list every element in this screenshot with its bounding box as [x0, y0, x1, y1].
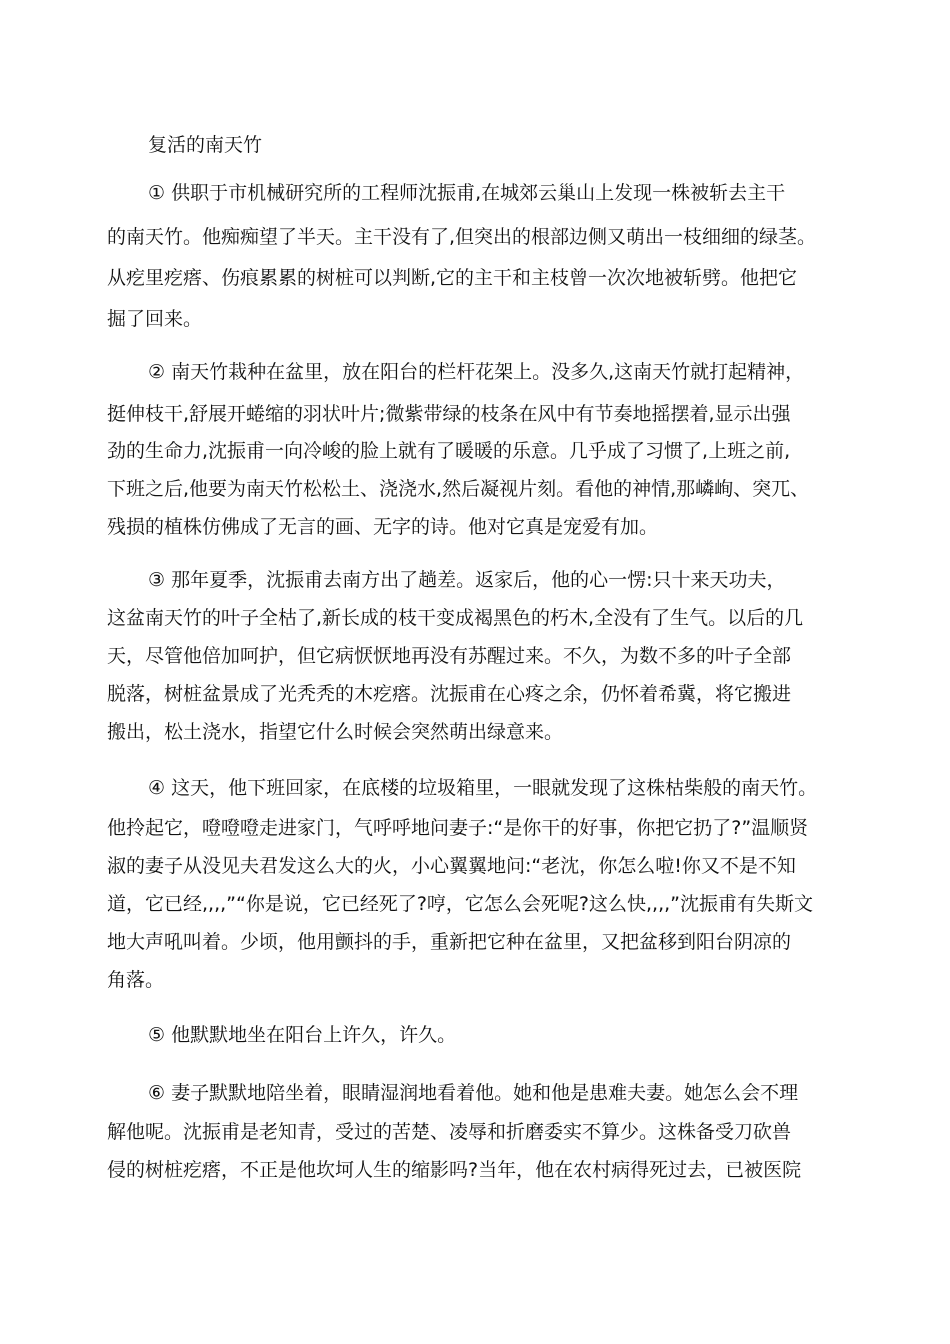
- paragraph-line: ① 供职于市机械研究所的工程师沈振甫,在城郊云巢山上发现一株被斩去主干: [148, 182, 786, 204]
- paragraph-line: 搬出，松土浇水，指望它什么时候会突然萌出绿意来。: [107, 721, 564, 743]
- paragraph-line: 这盆南天竹的叶子全枯了,新长成的枝干变成褐黑色的朽木,全没有了生气。以后的几: [107, 607, 804, 629]
- paragraph-line: 掘了回来。: [107, 308, 203, 330]
- paragraph-line: 残损的植株仿佛成了无言的画、无字的诗。他对它真是宠爱有加。: [107, 516, 659, 538]
- paragraph-line: 脱落，树桩盆景成了光秃秃的木疙瘩。沈振甫在心疼之余，仍怀着希冀，将它搬进: [107, 683, 792, 705]
- paragraph-line: 他拎起它，噔噔噔走进家门，气呼呼地问妻子:“是你干的好事，你把它扔了?”温顺贤: [107, 817, 809, 839]
- paragraph-line: 道，它已经,,,,”“你是说，它已经死了?哼，它怎么会死呢?这么快,,,,”沈振甫有失斯文: [107, 893, 814, 915]
- paragraph-line: ③ 那年夏季，沈振甫去南方出了趟差。返家后，他的心一愣:只十来天功夫，: [148, 569, 786, 591]
- paragraph-line: 下班之后,他要为南天竹松松土、浇浇水,然后凝视片刻。看他的神情,那嶙峋、突兀、: [107, 478, 810, 500]
- document-title: 复活的南天竹: [148, 134, 263, 156]
- paragraph-line: ⑥ 妻子默默地陪坐着，眼睛湿润地看着他。她和他是患难夫妻。她怎么会不理: [148, 1082, 799, 1104]
- paragraph-line: 解他呢。沈振甫是老知青，受过的苦楚、凌辱和折磨委实不算少。这株备受刀砍兽: [107, 1121, 792, 1143]
- paragraph-line: ② 南天竹栽种在盆里，放在阳台的栏杆花架上。没多久,这南天竹就打起精神，: [148, 361, 805, 383]
- paragraph-line: ④ 这天，他下班回家，在底楼的垃圾箱里，一眼就发现了这株枯柴般的南天竹。: [148, 777, 818, 799]
- paragraph-line: 淑的妻子从没见夫君发这么大的火，小心翼翼地问:“老沈，你怎么啦!你又不是不知: [107, 855, 796, 877]
- paragraph-line: 劲的生命力,沈振甫一向冷峻的脸上就有了暖暖的乐意。几乎成了习惯了,上班之前,: [107, 440, 791, 462]
- paragraph-line: 侵的树桩疙瘩，不正是他坎坷人生的缩影吗?当年，他在农村病得死过去，已被医院: [107, 1159, 802, 1181]
- paragraph-line: 从疙里疙瘩、伤痕累累的树桩可以判断,它的主干和主枝曾一次次地被斩劈。他把它: [107, 267, 798, 289]
- paragraph-line: 天，尽管他倍加呵护，但它病恹恹地再没有苏醒过来。不久，为数不多的叶子全部: [107, 645, 792, 667]
- paragraph-line: ⑤ 他默默地坐在阳台上许久，许久。: [148, 1024, 457, 1046]
- paragraph-line: 地大声吼叫着。少顷，他用颤抖的手，重新把它种在盆里，又把盆移到阳台阴凉的: [107, 931, 792, 953]
- paragraph-line: 挺伸枝干,舒展开蜷缩的羽状叶片;微紫带绿的枝条在风中有节奏地摇摆着,显示出强: [107, 403, 791, 425]
- paragraph-line: 的南天竹。他痴痴望了半天。主干没有了,但突出的根部边侧又萌出一枝细细的绿茎。: [107, 226, 817, 248]
- paragraph-line: 角落。: [107, 969, 165, 991]
